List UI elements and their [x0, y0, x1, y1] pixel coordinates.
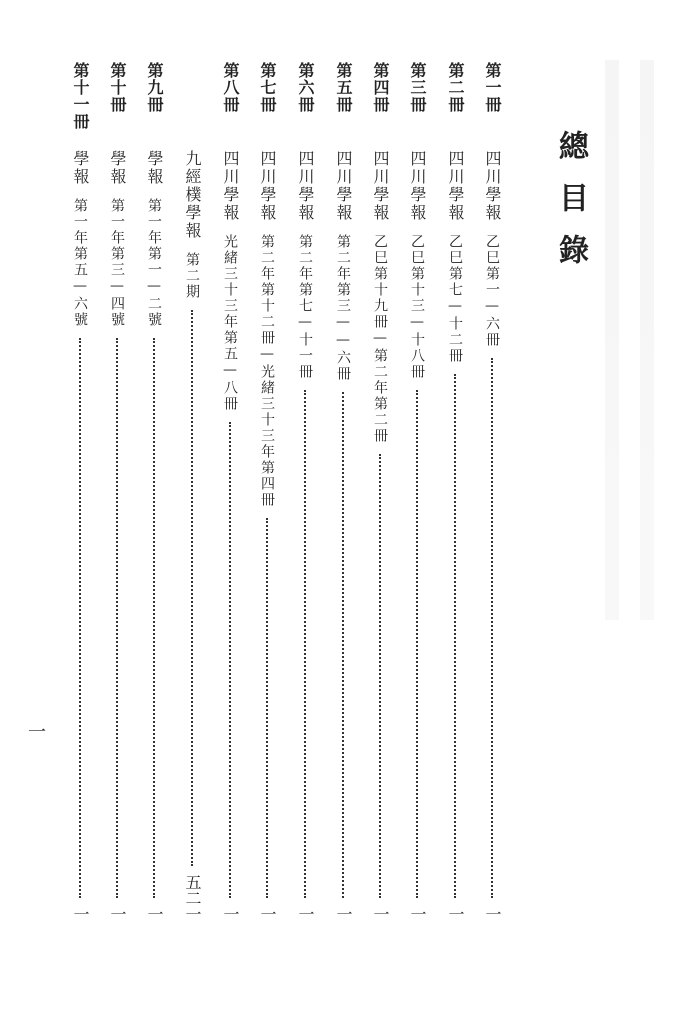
leader-dots: [416, 390, 418, 898]
page-ref: 一: [408, 906, 427, 922]
page-ref: 一: [334, 906, 353, 922]
toc-entry: [331, 62, 355, 922]
volume-label: 第七冊: [258, 62, 277, 113]
page-ref: 一: [371, 906, 390, 922]
page-ref: 一: [296, 906, 315, 922]
issue-range: 光緒三十三年第五—八冊: [222, 234, 238, 412]
toc-entry: [293, 62, 317, 922]
toc-entry: [443, 62, 467, 922]
page-ref: 一: [108, 906, 127, 922]
page-ref: 一: [258, 906, 277, 922]
issue-range: 第二年第三——六冊: [335, 234, 351, 382]
issue-range: 乙巳第一—六冊: [484, 234, 500, 348]
journal-name: 四川學報: [371, 150, 390, 222]
volume-label: 第一冊: [483, 62, 502, 113]
journal-name: 四川學報: [446, 150, 465, 222]
toc-entry: [255, 62, 279, 922]
volume-label: 第五冊: [334, 62, 353, 113]
leader-dots: [191, 310, 193, 866]
volume-label: 第九冊: [145, 62, 164, 113]
toc-entry: [180, 62, 204, 922]
bleed-through: [605, 60, 619, 620]
issue-range: 乙巳第七—十二冊: [447, 234, 463, 364]
journal-name: 四川學報: [296, 150, 315, 222]
leader-dots: [304, 390, 306, 898]
toc-entry: [68, 62, 92, 922]
leader-dots: [454, 374, 456, 898]
leader-dots: [379, 454, 381, 898]
journal-name: 四川學報: [408, 150, 427, 222]
leader-dots: [342, 392, 344, 898]
toc-entry: [480, 62, 504, 922]
page-number: 一: [25, 722, 46, 740]
volume-label: 第八冊: [221, 62, 240, 113]
issue-range: 乙巳第十三—十八冊: [409, 234, 425, 380]
page-ref: 五二一: [183, 874, 202, 922]
page-ref: 一: [221, 906, 240, 922]
journal-name: 四川學報: [483, 150, 502, 222]
issue-range: 第一年第一—二號: [146, 198, 162, 328]
toc-entry: [405, 62, 429, 922]
journal-name: 四川學報: [221, 150, 240, 222]
toc-entry: [142, 62, 166, 922]
leader-dots: [116, 338, 118, 898]
issue-range: 第二期: [184, 252, 200, 300]
volume-label: 第六冊: [296, 62, 315, 113]
leader-dots: [153, 338, 155, 898]
toc-entry: [368, 62, 392, 922]
leader-dots: [266, 518, 268, 898]
volume-label: 第四冊: [371, 62, 390, 113]
toc-entry: [218, 62, 242, 922]
issue-range: 第二年第十二冊—光緒三十三年第四冊: [259, 234, 275, 508]
journal-name: 四川學報: [258, 150, 277, 222]
journal-name: 四川學報: [334, 150, 353, 222]
volume-label: 第十冊: [108, 62, 127, 113]
journal-name: 學報: [145, 150, 164, 186]
journal-name: 學報: [71, 150, 90, 186]
page-ref: 一: [483, 906, 502, 922]
page-ref: 一: [145, 906, 164, 922]
journal-name: 九經樸學報: [183, 150, 202, 240]
issue-range: 第二年第七—十一冊: [297, 234, 313, 380]
issue-range: 乙巳第十九冊—第二年第二冊: [372, 234, 388, 444]
issue-range: 第一年第五—六號: [72, 198, 88, 328]
bleed-through: [640, 60, 654, 620]
leader-dots: [79, 338, 81, 898]
issue-range: 第一年第三—四號: [109, 198, 125, 328]
toc-entry: [105, 62, 129, 922]
volume-label: 第二冊: [446, 62, 465, 113]
journal-name: 學報: [108, 150, 127, 186]
leader-dots: [229, 422, 231, 898]
page-ref: 一: [71, 906, 90, 922]
volume-label: 第三冊: [408, 62, 427, 113]
page-title: 總目錄: [553, 130, 588, 286]
volume-label: 第十一冊: [71, 62, 90, 130]
page-ref: 一: [446, 906, 465, 922]
leader-dots: [491, 358, 493, 898]
